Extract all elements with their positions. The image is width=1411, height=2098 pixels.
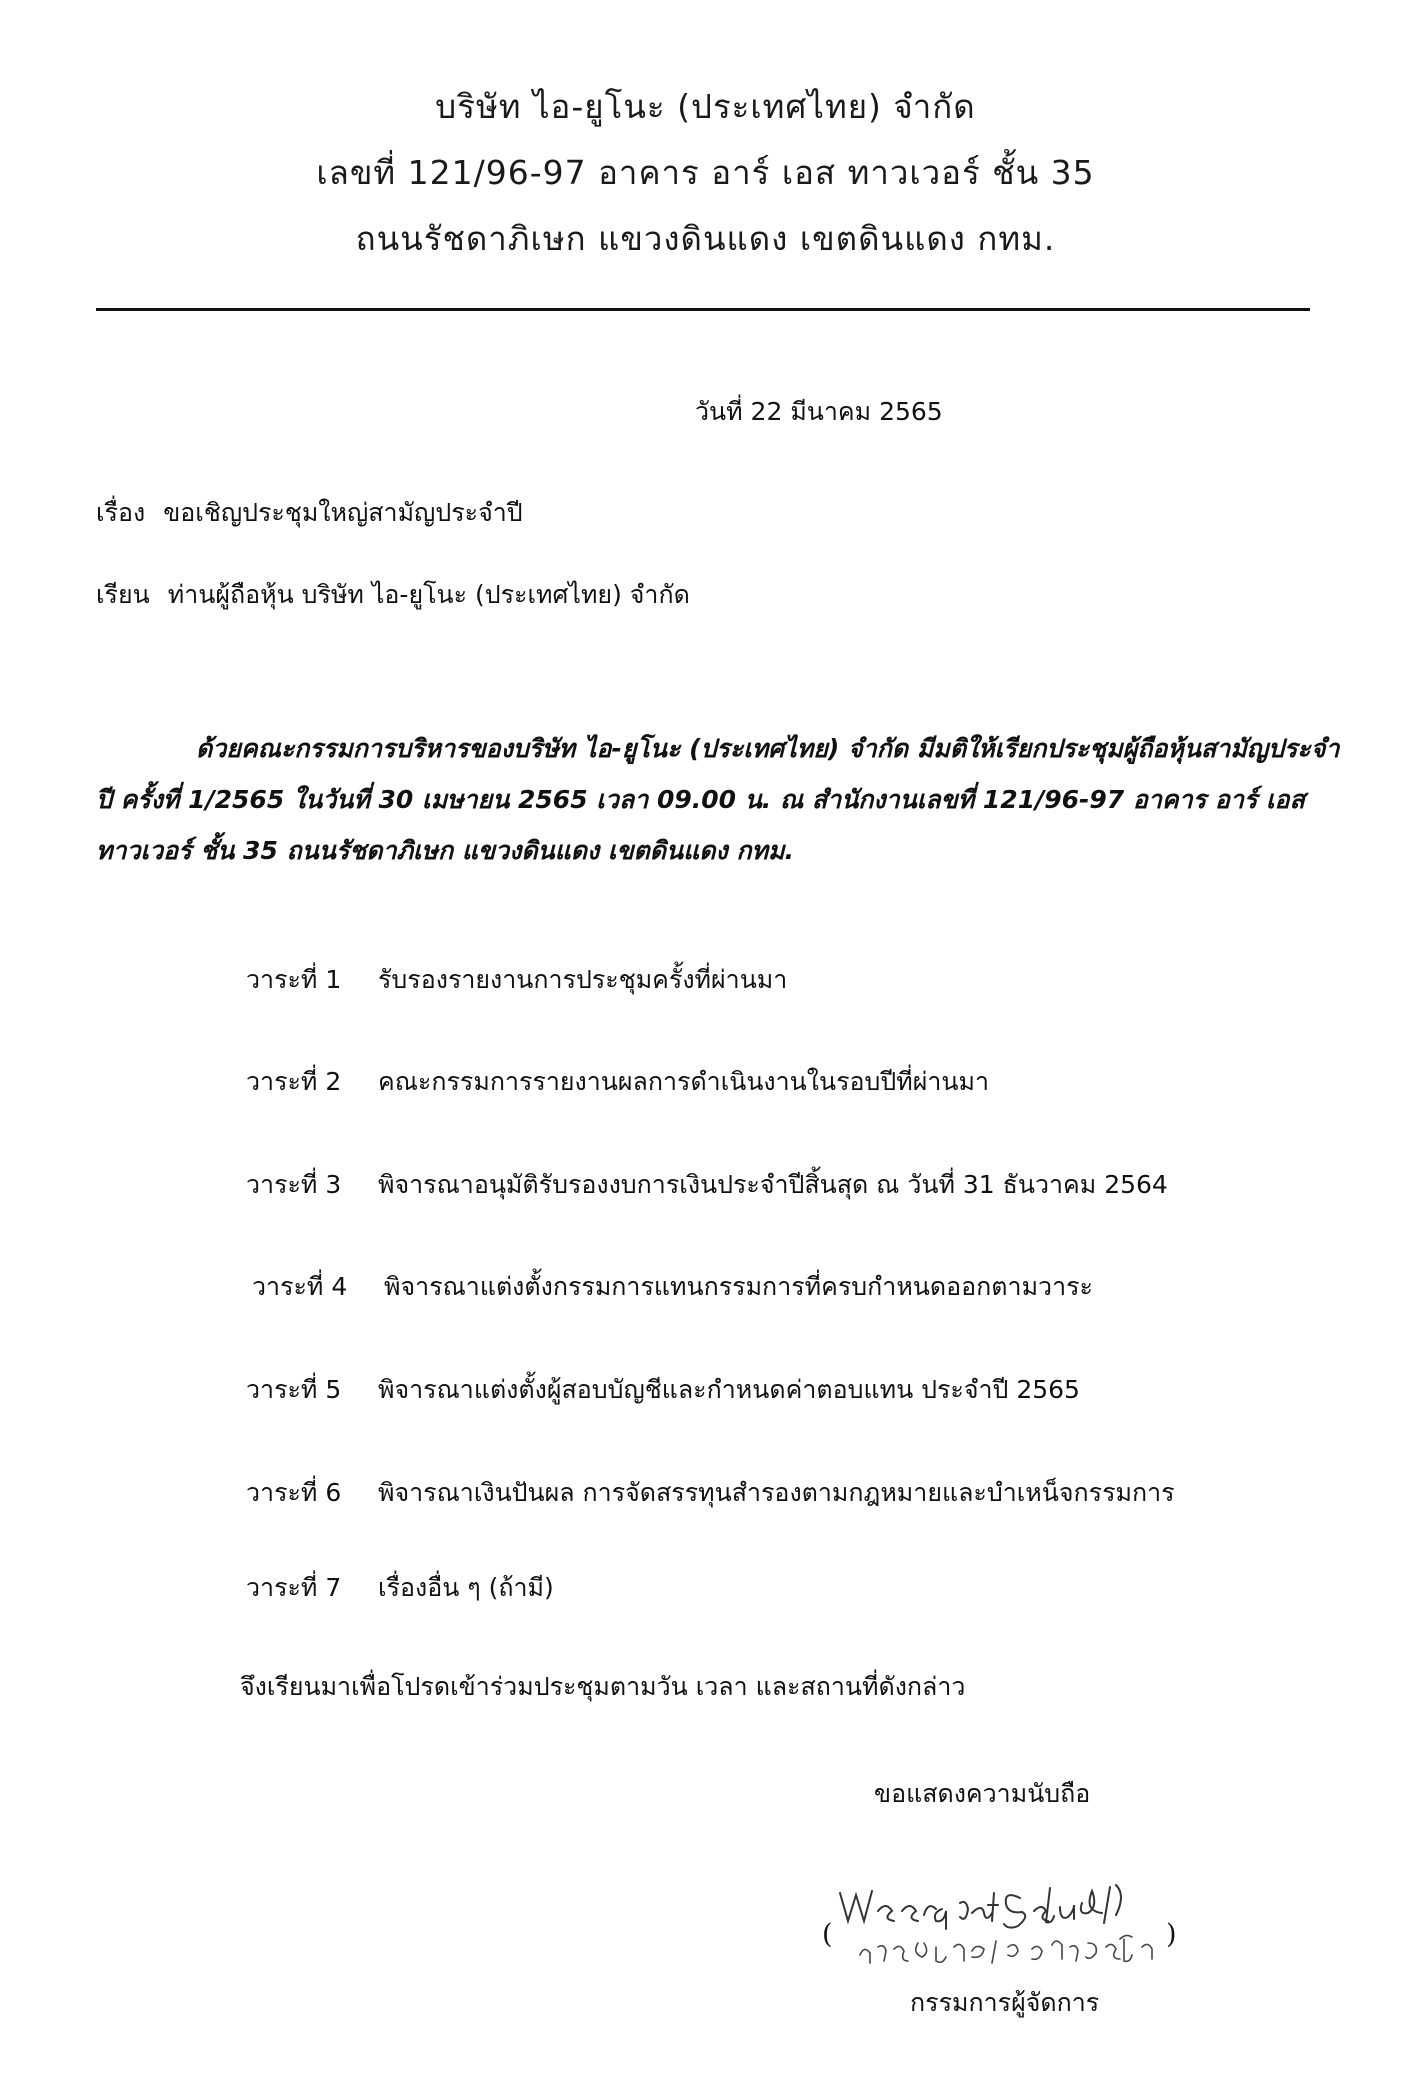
company-name: บริษัท ไอ-ยูโนะ (ประเทศไทย) จำกัด [435, 87, 976, 126]
agenda-item-label: วาระที่ 7 [246, 1573, 342, 1602]
header-divider [96, 308, 1310, 311]
agenda-item-label: วาระที่ 2 [246, 1067, 342, 1096]
agenda-item-label: วาระที่ 3 [246, 1170, 342, 1199]
letter-date: วันที่ 22 มีนาคม 2565 [695, 397, 943, 426]
agenda-item [246, 1062, 989, 1102]
signature-paren-open: ( [822, 1919, 833, 1950]
recipient-line [96, 575, 690, 615]
agenda-item [246, 960, 787, 1000]
agenda-item-label: วาระที่ 5 [246, 1375, 342, 1404]
agenda-item [252, 1267, 1093, 1307]
agenda-item-label: วาระที่ 6 [246, 1478, 342, 1507]
agenda-item [246, 1165, 1168, 1205]
handwritten-signature [820, 1843, 1200, 1973]
subject-text: ขอเชิญประชุมใหญ่สามัญประจำปี [163, 498, 523, 527]
agenda-item [246, 1568, 554, 1608]
signer-title: กรรมการผู้จัดการ [910, 1988, 1100, 2017]
agenda-item [246, 1370, 1080, 1410]
agenda-item-text: พิจารณาเงินปันผล การจัดสรรทุนสำรองตามกฎหมายและบำเหน็จกรรมการ [378, 1478, 1175, 1507]
agenda-item-label: วาระที่ 1 [246, 965, 342, 994]
closing-sentence: จึงเรียนมาเพื่อโปรดเข้าร่วมประชุมตามวัน เวลา และสถานที่ดังกล่าว [240, 1672, 966, 1701]
address-line-2: ถนนรัชดาภิเษก แขวงดินแดง เขตดินแดง กทม. [355, 219, 1056, 258]
signature-paren-close: ) [1166, 1919, 1177, 1950]
agenda-item-text: เรื่องอื่น ๆ (ถ้ามี) [378, 1573, 554, 1602]
subject-label: เรื่อง [96, 498, 146, 527]
regards-line: ขอแสดงความนับถือ [874, 1779, 1091, 1808]
agenda-item-text: พิจารณาอนุมัติรับรองงบการเงินประจำปีสิ้นสุด ณ วันที่ 31 ธันวาคม 2564 [378, 1170, 1168, 1199]
agenda-item-label: วาระที่ 4 [252, 1272, 348, 1301]
signature-scribble [820, 1843, 1200, 1973]
recipient-label: เรียน [96, 580, 150, 609]
agenda-item-text: พิจารณาแต่งตั้งกรรมการแทนกรรมการที่ครบกำหนดออกตามวาระ [384, 1272, 1093, 1301]
agenda-item [246, 1473, 1175, 1513]
body-paragraph: ด้วยคณะกรรมการบริหารของบริษัท ไอ-ยูโนะ (ประเทศไทย) จำกัด มีมติให้เรียกประชุมผู้ถือหุ้นสามัญประจำปี ครั้งที่ 1/2565 ในวันที่ 30 เมษายน 2565 เวลา 09.00 น. ณ สำนักงานเลขที่ 121/96-97 อาคาร อาร์ เอส ทาวเวอร์ ชั้น 35 ถนนรัชดาภิเษก แขวงดินแดง เขตดินแดง กทม. [96, 734, 1340, 865]
agenda-item-text: รับรองรายงานการประชุมครั้งที่ผ่านมา [378, 965, 788, 994]
address-line-1: เลขที่ 121/96-97 อาคาร อาร์ เอส ทาวเวอร์ ชั้น 35 [316, 153, 1095, 192]
subject-line [96, 493, 523, 533]
agenda-item-text: พิจารณาแต่งตั้งผู้สอบบัญชีและกำหนดค่าตอบแทน ประจำปี 2565 [378, 1375, 1080, 1404]
agenda-item-text: คณะกรรมการรายงานผลการดำเนินงานในรอบปีที่ผ่านมา [378, 1067, 990, 1096]
recipient-text: ท่านผู้ถือหุ้น บริษัท ไอ-ยูโนะ (ประเทศไทย) จำกัด [167, 580, 690, 609]
